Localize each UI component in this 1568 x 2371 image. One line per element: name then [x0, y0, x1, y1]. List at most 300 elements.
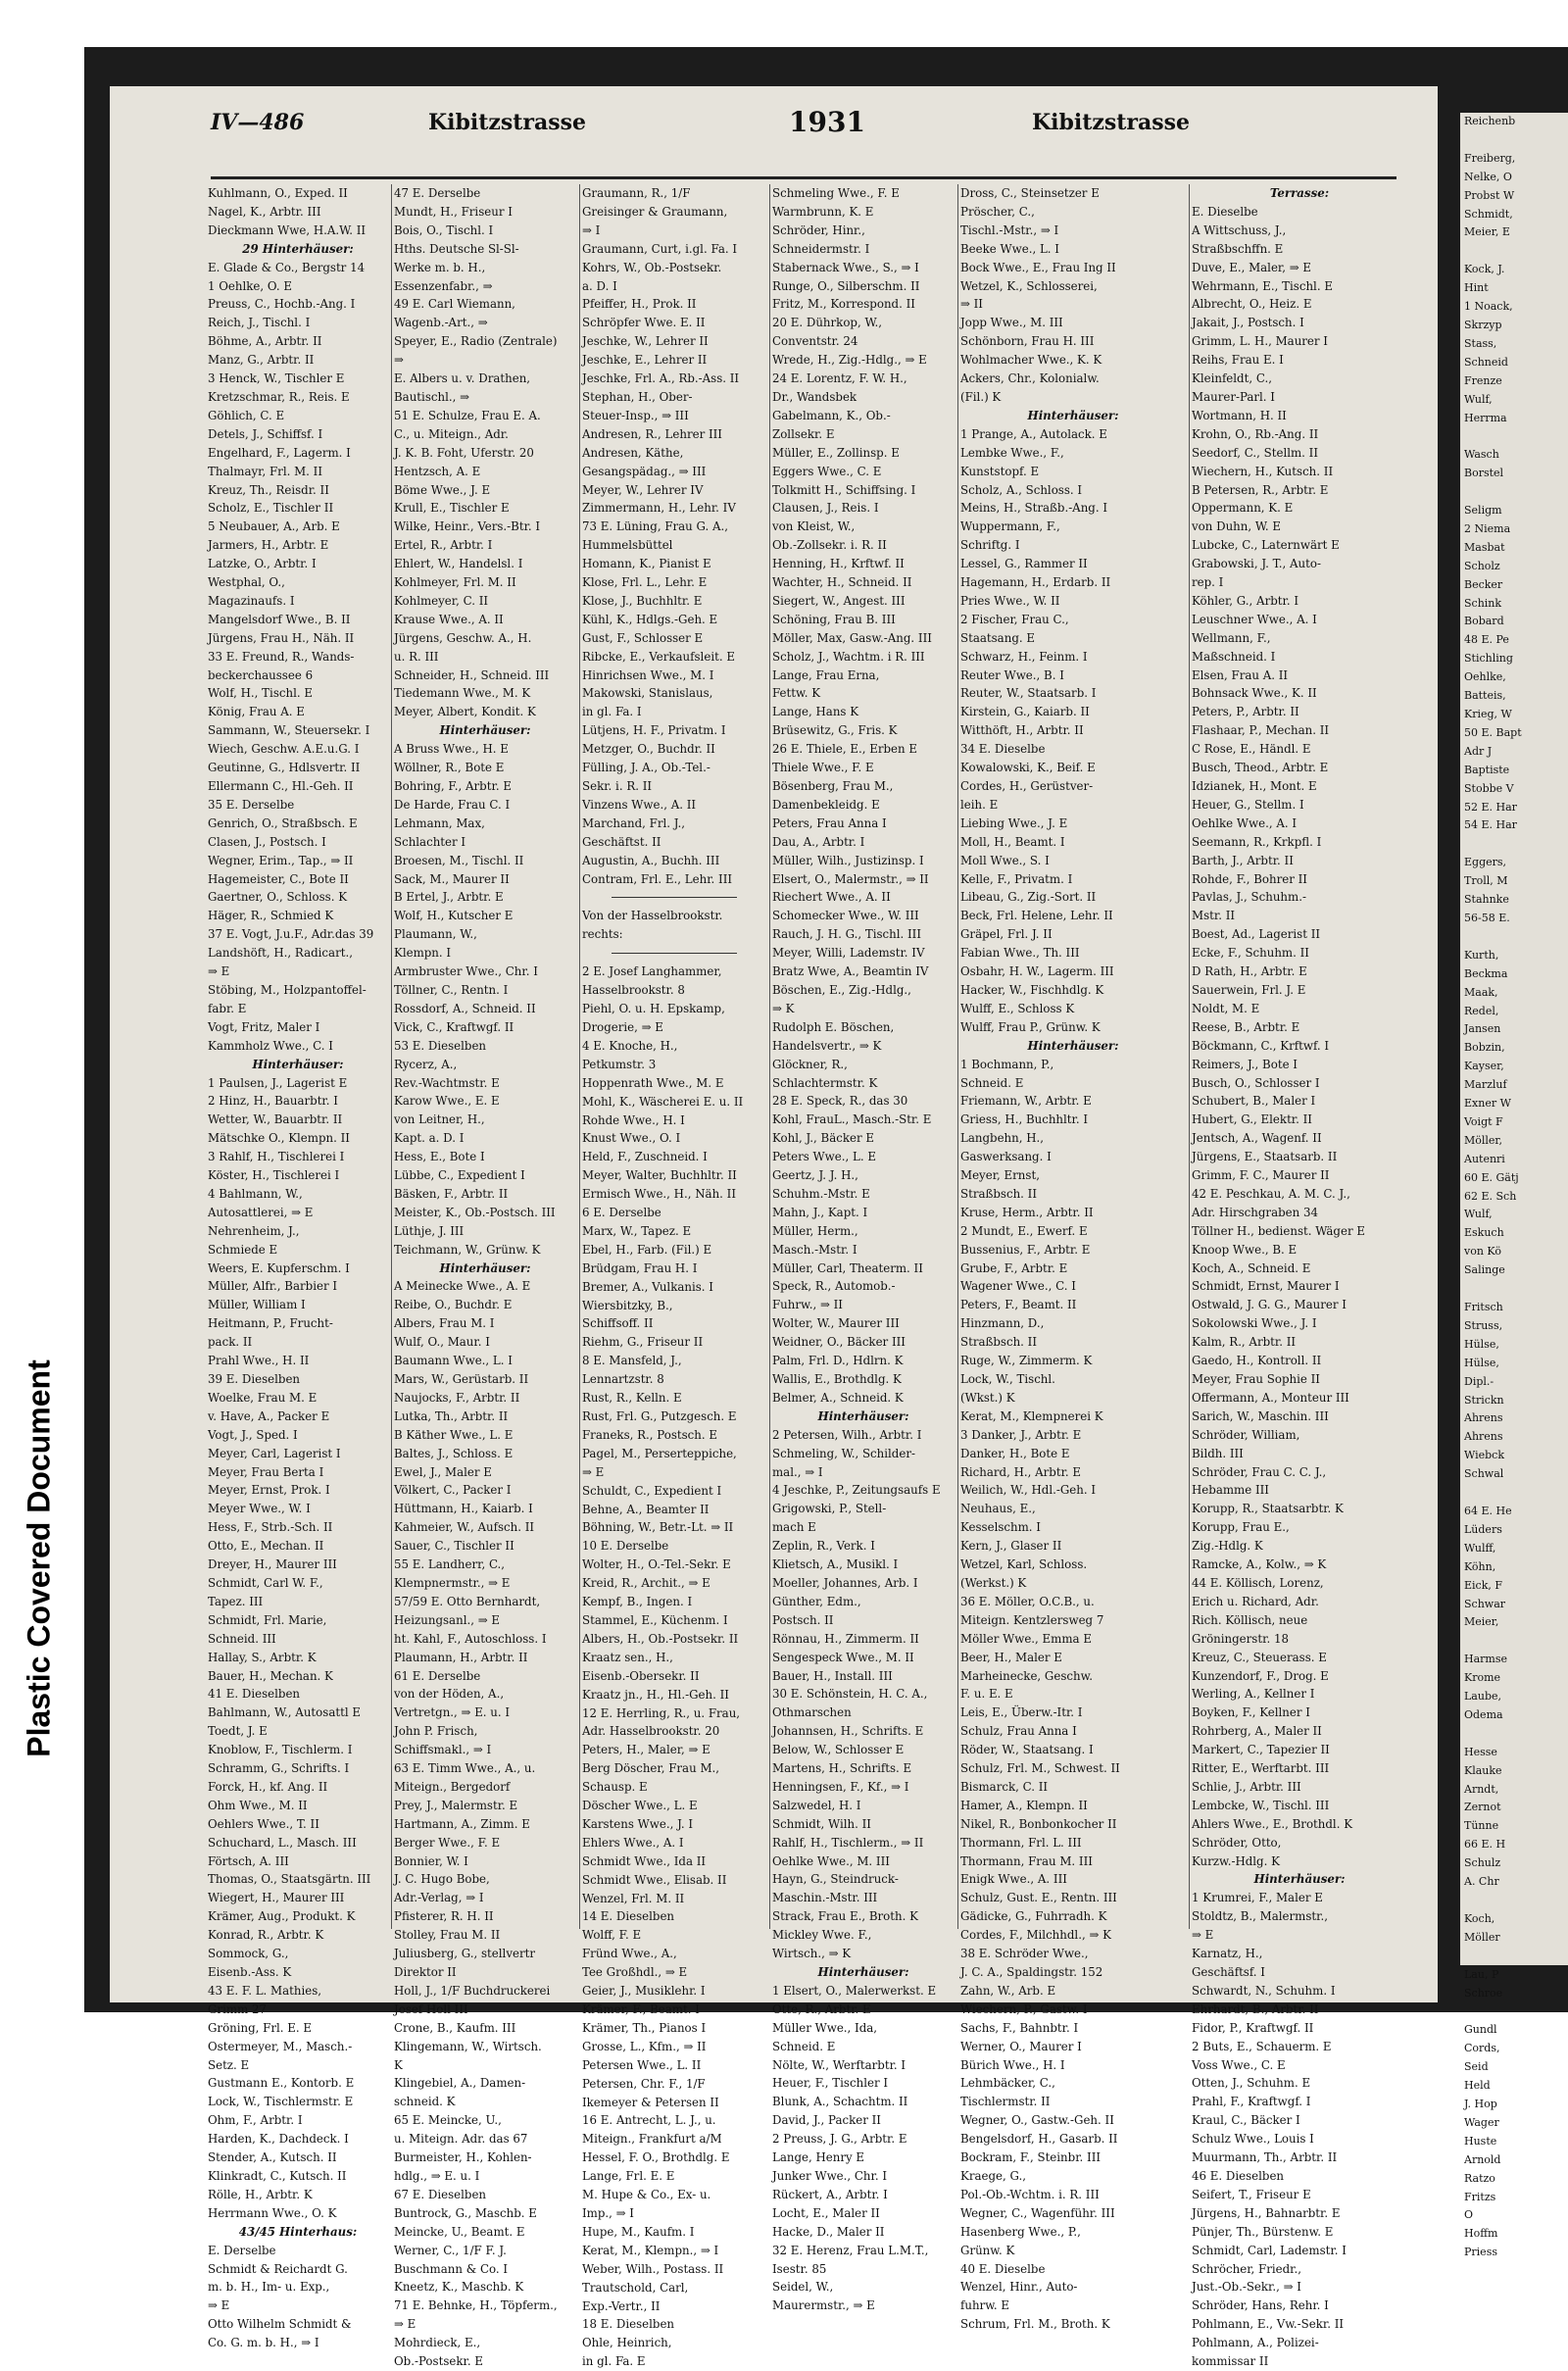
directory-entry: 28 E. Speck, R., das 30: [772, 1094, 908, 1109]
directory-entry: Klingebiel, A., Damen-: [394, 2076, 526, 2091]
directory-entry: von Leitner, H.,: [394, 1112, 485, 1127]
next-page-line: 2 Niema: [1464, 521, 1511, 535]
directory-entry: Vogt, Fritz, Maler I: [208, 1019, 320, 1034]
directory-entry: Homann, K., Pianist E: [582, 557, 711, 571]
directory-entry: ⇒ II: [960, 297, 983, 312]
next-page-line: 50 E. Bapt: [1464, 725, 1522, 739]
directory-entry: 3 Rahlf, H., Tischlerei I: [208, 1150, 345, 1164]
directory-entry: Mätschke O., Klempn. II: [208, 1131, 350, 1146]
directory-entry: Klempnermstr., ⇒ E: [394, 1575, 511, 1590]
directory-entry: Kohrs, W., Ob.-Postsekr.: [582, 260, 722, 274]
directory-entry: Conventstr. 24: [772, 334, 858, 349]
directory-entry: Meins, H., Straßb.-Ang. I: [960, 501, 1108, 516]
section-heading: Hinterhäuser:: [817, 1965, 909, 1979]
directory-entry: Rölle, H., Arbtr. K: [208, 2187, 313, 2201]
page-number: IV—486: [211, 110, 305, 135]
directory-entry: Wetzel, K., Schlosserei,: [960, 278, 1098, 293]
directory-entry: Staatsang. E: [960, 630, 1035, 645]
next-page-line: Batteis,: [1464, 689, 1506, 703]
directory-entry: Geutinne, G., Hdlsvertr. II: [208, 761, 361, 775]
next-page-line: [1460, 483, 1568, 502]
directory-entry: Schwarz, H., Feinm. I: [960, 649, 1088, 664]
directory-entry: pack. II: [208, 1335, 253, 1350]
directory-entry: Bremer, A., Vulkanis. I: [582, 1279, 713, 1294]
directory-entry: B Käther Wwe., L. E: [394, 1427, 514, 1442]
directory-entry: Lessel, G., Rammer II: [960, 557, 1088, 571]
next-page-line: 54 E. Har: [1464, 818, 1517, 832]
directory-entry: Miteign., Bergedorf: [394, 1779, 511, 1794]
directory-entry: Hayn, G., Steindruck-: [772, 1872, 899, 1887]
directory-entry: Meincke, U., Beamt. E: [394, 2224, 525, 2239]
directory-entry: Konrad, R., Arbtr. K: [208, 1928, 324, 1943]
page-header: [211, 106, 1396, 169]
directory-entry: Detels, J., Schiffsf. I: [208, 426, 323, 441]
directory-entry: Beer, H., Maler E: [960, 1650, 1062, 1664]
directory-entry: Schröder, Hinr.,: [772, 222, 865, 237]
directory-entry: Müller, E., Zollinsp. E: [772, 445, 900, 460]
directory-entry: 32 E. Herenz, Frau L.M.T.,: [772, 2243, 929, 2257]
next-page-line: Wulf,: [1464, 392, 1493, 406]
directory-entry: Werner, C., 1/F F. J.: [394, 2243, 507, 2257]
directory-entry: Fidor, P., Kraftwgf. II: [1192, 2020, 1314, 2035]
next-page-line: Voigt F: [1464, 1114, 1503, 1128]
directory-entry: Schmidt Wwe., Ida II: [582, 1853, 707, 1868]
directory-entry: Busch, Theod., Arbtr. E: [1192, 761, 1329, 775]
directory-entry: Meyer, Ernst,: [960, 1168, 1040, 1183]
directory-entry: Hagemann, H., Erdarb. II: [960, 575, 1111, 590]
directory-entry: Baltes, J., Schloss. E: [394, 1446, 514, 1460]
directory-entry: ⇒ E: [208, 964, 230, 979]
directory-entry: Lüthje, J. III: [394, 1223, 465, 1238]
directory-entry: Hacker, W., Fischhdlg. K: [960, 982, 1104, 997]
next-page-line: Fritsch: [1464, 1301, 1503, 1313]
directory-entry: Gustmann E., Kontorb. E: [208, 2076, 355, 2091]
directory-entry: Schulz, Frau Anna I: [960, 1724, 1077, 1739]
directory-entry: Heuer, G., Stellm. I: [1192, 797, 1304, 812]
directory-entry: 44 E. Köllisch, Lorenz,: [1192, 1575, 1324, 1590]
directory-entry: König, Frau A. E: [208, 705, 305, 719]
directory-entry: Maßschneid. I: [1192, 649, 1276, 664]
directory-entry: Enigk Wwe., A. III: [960, 1872, 1067, 1887]
directory-entry: Brüdgam, Frau H. I: [582, 1260, 698, 1275]
next-page-line: Herrma: [1464, 411, 1507, 424]
directory-entry: Weers, E. Kupferschm. I: [208, 1260, 350, 1275]
directory-entry: Thomas, O., Staatsgärtn. III: [208, 1872, 371, 1887]
directory-entry: Pröscher, C.,: [960, 204, 1035, 219]
directory-entry: Dau, A., Arbtr. I: [772, 834, 865, 849]
directory-entry: Runge, O., Silberschm. II: [772, 278, 920, 293]
directory-entry: Rohrberg, A., Maler II: [1192, 1724, 1322, 1739]
directory-entry: 1 Elsert, O., Malerwerkst. E: [772, 1983, 937, 1998]
directory-entry: Miteign. Kentzlersweg 7: [960, 1612, 1104, 1627]
next-page-line: Stobbe V: [1464, 781, 1514, 795]
directory-entry: Kraatz jn., H., Hl.-Geh. II: [582, 1687, 729, 1702]
next-page-line: Kock, J.: [1464, 263, 1505, 276]
next-page-line: [1460, 427, 1568, 446]
directory-entry: Tee Großhdl., ⇒ E: [582, 1965, 688, 1980]
directory-entry: Hess, F., Strb.-Sch. II: [208, 1520, 333, 1535]
directory-entry: Wenzel, Frl. M. II: [582, 1891, 685, 1905]
directory-entry: Kirstein, G., Kaiarb. II: [960, 705, 1090, 719]
directory-entry: Rycerz, A.,: [394, 1057, 458, 1071]
next-page-line: [1460, 1892, 1568, 1910]
directory-entry: Thiele Wwe., F. E: [772, 761, 874, 775]
directory-entry: Ostwald, J. G. G., Maurer I: [1192, 1298, 1347, 1312]
directory-entry: Meyer, Willi, Lademstr. IV: [772, 946, 925, 961]
directory-entry: Kempf, B., Ingen. I: [582, 1595, 693, 1609]
next-page-line: Troll, M: [1464, 874, 1508, 888]
directory-entry: Buntrock, G., Maschb. E: [394, 2205, 537, 2220]
directory-entry: Glöckner, R.,: [772, 1057, 848, 1071]
directory-entry: M. Hupe & Co., Ex- u.: [582, 2188, 711, 2202]
directory-entry: Ikemeyer & Petersen II: [582, 2095, 719, 2109]
directory-entry: Contram, Frl. E., Lehr. III: [582, 871, 733, 886]
directory-entry: Kuhlmann, O., Exped. II: [208, 186, 348, 200]
directory-entry: Wöllner, R., Bote E: [394, 761, 505, 775]
directory-entry: Hinzmann, D.,: [960, 1316, 1045, 1331]
directory-entry: Schmidt, Frl. Marie,: [208, 1612, 327, 1627]
directory-entry: Kraatz sen., H.,: [582, 1650, 673, 1664]
directory-entry: (Werkst.) K: [960, 1575, 1027, 1590]
directory-entry: Stoldtz, B., Malermstr.,: [1192, 1909, 1328, 1924]
next-page-line: Hülse,: [1464, 1337, 1499, 1351]
directory-entry: Exp.-Vertr., II: [582, 2298, 661, 2313]
next-page-line: Schulz: [1464, 1856, 1501, 1870]
next-page-line: [1460, 1280, 1568, 1299]
directory-entry: Otto Wilhelm Schmidt &: [208, 2317, 352, 2332]
directory-entry: Wulf, O., Maur. I: [394, 1335, 490, 1350]
directory-entry: Mstr. II: [1192, 909, 1236, 923]
directory-entry: Oppermann, K. E: [1192, 501, 1294, 516]
next-page-line: Wulff,: [1464, 1541, 1496, 1555]
directory-entry: 49 E. Carl Wiemann,: [394, 297, 515, 312]
next-page-line: [1460, 835, 1568, 854]
next-page-line: Zernot: [1464, 1801, 1501, 1814]
directory-entry: C Rose, E., Händl. E: [1192, 742, 1311, 757]
directory-entry: Warmbrunn, K. E: [772, 204, 874, 219]
header-rule: [211, 176, 1396, 179]
directory-entry: Kruse, Herm., Arbtr. II: [960, 1205, 1094, 1219]
directory-entry: Wirtsch., ⇒ K: [772, 1947, 852, 1961]
directory-entry: Maurer-Parl. I: [1192, 389, 1275, 404]
directory-column-1: [208, 184, 388, 2350]
directory-entry: Hüttmann, H., Kaiarb. I: [394, 1502, 533, 1516]
directory-entry: 2 Buts, E., Schauerm. E: [1192, 2039, 1332, 2053]
directory-entry: F. u. E. E: [960, 1687, 1013, 1702]
section-heading: Hinterhäuser:: [1027, 408, 1119, 422]
directory-entry: Peters, F., Beamt. II: [960, 1298, 1077, 1312]
directory-entry: Heizungsanl., ⇒ E: [394, 1612, 500, 1627]
directory-entry: Kerat, M., Klempnerei K: [960, 1408, 1103, 1423]
directory-entry: Offermann, A., Monteur III: [1192, 1390, 1349, 1405]
directory-entry: 2 Fischer, Frau C.,: [960, 612, 1069, 626]
directory-entry: Lubcke, C., Laternwärt E: [1192, 538, 1340, 553]
directory-entry: Metzger, O., Buchdr. II: [582, 742, 715, 757]
directory-entry: Rossdorf, A., Schneid. II: [394, 1001, 536, 1015]
directory-entry: Döscher Wwe., L. E: [582, 1799, 698, 1813]
directory-entry: Preuss, C., Hochb.-Ang. I: [208, 297, 356, 312]
directory-entry: Weilich, W., Hdl.-Geh. I: [960, 1483, 1096, 1498]
directory-entry: 3 Henck, W., Tischler E: [208, 371, 345, 386]
directory-entry: Kelle, F., Privatm. I: [960, 871, 1073, 886]
directory-entry: Kohl, J., Bäcker E: [772, 1131, 874, 1146]
directory-entry: Koch, A., Schneid. E: [1192, 1260, 1311, 1275]
directory-entry: Werling, A., Kellner I: [1192, 1687, 1315, 1702]
directory-entry: Wulff, E., Schloss K: [960, 1001, 1075, 1015]
directory-entry: Maschin.-Mstr. III: [772, 1891, 878, 1905]
directory-entry: Meyer, Walter, Buchhltr. II: [582, 1168, 737, 1183]
directory-entry: Liebing Wwe., J. E: [960, 815, 1068, 830]
directory-entry: Kammholz Wwe., C. I: [208, 1038, 333, 1053]
directory-entry: Dross, C., Steinsetzer E: [960, 186, 1100, 200]
directory-entry: Hentzsch, A. E: [394, 464, 481, 478]
directory-entry: Lütjens, H. F., Privatm. I: [582, 723, 726, 738]
directory-entry: Handelsvertr., ⇒ K: [772, 1038, 882, 1053]
directory-entry: 65 E. Meincke, U.,: [394, 2113, 502, 2128]
next-page-line: Hesse: [1464, 1745, 1497, 1758]
directory-entry: Korupp, R., Staatsarbtr. K: [1192, 1502, 1344, 1516]
directory-entry: 61 E. Derselbe: [394, 1668, 481, 1683]
directory-entry: Wrede, H., Zig.-Hdlg., ⇒ E: [772, 353, 927, 368]
directory-entry: 57/59 E. Otto Bernhardt,: [394, 1594, 541, 1608]
next-page-line: Odema: [1464, 1707, 1503, 1721]
directory-entry: Masch.-Mstr. I: [772, 1242, 858, 1257]
directory-entry: Forck, H., kf. Ang. II: [208, 1779, 328, 1794]
directory-entry: John P. Frisch,: [394, 1724, 478, 1739]
directory-entry: Wolter, W., Maurer III: [772, 1316, 900, 1331]
directory-entry: Köster, H., Tischlerei I: [208, 1168, 340, 1183]
directory-entry: Seifert, T., Friseur E: [1192, 2187, 1311, 2201]
directory-entry: Siegert, W., Angest. III: [772, 593, 906, 608]
directory-entry: Rust, Frl. G., Putzgesch. E: [582, 1409, 737, 1423]
directory-entry: Hagemeister, C., Bote II: [208, 871, 349, 886]
next-page-line: Lüders: [1464, 1522, 1502, 1536]
directory-entry: Autosattlerei, ⇒ E: [208, 1205, 314, 1219]
directory-entry: Jentsch, A., Wagenf. II: [1192, 1131, 1322, 1146]
directory-entry: Gabelmann, K., Ob.-: [772, 408, 891, 422]
directory-entry: Zahn, W., Arb. E: [960, 1983, 1056, 1998]
directory-entry: Riehm, G., Friseur II: [582, 1335, 704, 1350]
directory-entry: Elsen, Frau A. II: [1192, 667, 1289, 682]
directory-entry: Schulz, Frl. M., Schwest. II: [960, 1761, 1120, 1776]
directory-entry: Schneidermstr. I: [772, 241, 870, 256]
next-page-line: Eick, F: [1464, 1578, 1502, 1592]
directory-entry: Hoppenrath Wwe., M. E: [582, 1075, 724, 1090]
column-divider: [1189, 184, 1190, 1929]
directory-entry: Jakait, J., Postsch. I: [1192, 316, 1304, 330]
directory-entry: Schuhm.-Mstr. E: [772, 1186, 870, 1201]
directory-entry: Baumann Wwe., L. I: [394, 1354, 513, 1368]
next-page-line: von Kö: [1464, 1245, 1501, 1259]
directory-entry: Harden, K., Dachdeck. I: [208, 2132, 349, 2147]
directory-entry: Thormann, Frl. L. III: [960, 1835, 1082, 1850]
directory-entry: E. Albers u. v. Drathen,: [394, 371, 531, 386]
next-page-line: Krieg, W: [1464, 708, 1512, 720]
next-page-line: Strickn: [1464, 1393, 1504, 1407]
section-heading: Hinterhäuser:: [1027, 1038, 1119, 1053]
directory-entry: C., u. Miteign., Adr.: [394, 426, 509, 441]
directory-entry: Wallis, E., Brothdlg. K: [772, 1372, 902, 1386]
directory-entry: Weidner, O., Bäcker III: [772, 1335, 906, 1350]
directory-entry: Schiffsoff. II: [582, 1316, 654, 1331]
directory-entry: ⇒ E: [582, 1464, 605, 1479]
directory-entry: Schlachter I: [394, 834, 466, 849]
section-heading: Hinterhäuser:: [817, 1408, 909, 1423]
directory-entry: Stolley, Frau M. II: [394, 1928, 501, 1943]
directory-entry: Vertretgn., ⇒ E. u. I: [394, 1705, 511, 1720]
directory-entry: Sekr. i. R. II: [582, 779, 653, 793]
next-page-line: 64 E. He: [1464, 1504, 1512, 1517]
directory-entry: Crone, B., Kaufm. III: [394, 2020, 516, 2035]
directory-entry: Grigowski, P., Stell-: [772, 1502, 887, 1516]
directory-entry: Geertz, J. J. H.,: [772, 1168, 858, 1183]
directory-entry: Schausp. E: [582, 1780, 648, 1795]
directory-entry: Werner, O., Maurer I: [960, 2039, 1082, 2053]
directory-entry: Meyer, Frau Berta I: [208, 1464, 324, 1479]
directory-entry: Libeau, G., Zig.-Sort. II: [960, 890, 1097, 905]
directory-entry: in gl. Fa. I: [582, 705, 642, 719]
directory-entry: Rev.-Wachtmstr. E: [394, 1075, 500, 1090]
directory-entry: Karnatz, H.,: [1192, 1947, 1263, 1961]
directory-entry: Witthöft, H., Arbtr. II: [960, 723, 1084, 738]
directory-entry: Postsch. II: [772, 1612, 834, 1627]
directory-entry: Seidel, W.,: [772, 2280, 834, 2295]
directory-entry: u. R. III: [394, 649, 439, 664]
directory-entry: Schöning, Frau B. III: [772, 612, 896, 626]
directory-entry: Schriftg. I: [960, 538, 1020, 553]
next-page-line: Stahnke: [1464, 893, 1509, 907]
next-page-line: Harmse: [1464, 1653, 1507, 1666]
directory-entry: Rohde, F., Bohrer II: [1192, 871, 1307, 886]
directory-entry: Krämer, F., Beamt. I: [582, 2002, 700, 2016]
directory-entry: Grünw. K: [960, 2243, 1015, 2257]
directory-entry: Neuhaus, E.,: [960, 1502, 1036, 1516]
directory-entry: Teichmann, W., Grünw. K: [394, 1242, 541, 1257]
directory-entry: Ehrhardt, B., Arbtr. II: [1192, 2001, 1319, 2016]
directory-entry: 10 E. Derselbe: [582, 1539, 669, 1554]
directory-entry: Wellmann, F.,: [1192, 630, 1271, 645]
directory-entry: Stephan, H., Ober-: [582, 389, 693, 404]
directory-entry: Broesen, M., Tischl. II: [394, 853, 524, 867]
directory-entry: Trautschold, Carl,: [582, 2280, 689, 2295]
directory-entry: Armbruster Wwe., Chr. I: [394, 964, 538, 979]
directory-entry: Oehlers Wwe., T. II: [208, 1816, 319, 1831]
directory-entry: Förtsch, A. III: [208, 1853, 289, 1868]
next-page-line: Kurth,: [1464, 948, 1499, 962]
directory-entry: Burmeister, H., Kohlen-: [394, 2150, 532, 2165]
next-page-line: Autenri: [1464, 1152, 1505, 1165]
directory-entry: Schrum, Frl. M., Broth. K: [960, 2317, 1110, 2332]
directory-entry: Hessel, F. O., Brothdlg. E: [582, 2150, 730, 2165]
directory-entry: Dr., Wandsbek: [772, 389, 858, 404]
directory-entry: 2 Mundt, E., Ewerf. E: [960, 1223, 1088, 1238]
directory-entry: Naujocks, F., Arbtr. II: [394, 1390, 520, 1405]
directory-entry: Ehlers Wwe., A. I: [582, 1835, 684, 1850]
directory-entry: Wagener Wwe., C. I: [960, 1279, 1076, 1294]
directory-entry: Gust, F., Schlosser E: [582, 630, 704, 645]
next-page-line: Hoffm: [1464, 2227, 1498, 2241]
separator-rule: [612, 888, 737, 898]
column-divider: [769, 184, 770, 1929]
directory-entry: Schlachtermstr. K: [772, 1075, 878, 1090]
directory-entry: m. b. H., Im- u. Exp.,: [208, 2280, 330, 2295]
directory-entry: Völkert, C., Packer I: [394, 1483, 512, 1498]
directory-entry: Bürich Wwe., H. I: [960, 2057, 1065, 2072]
directory-entry: Fabian Wwe., Th. III: [960, 946, 1080, 961]
directory-entry: Hasenberg Wwe., P.,: [960, 2224, 1081, 2239]
directory-entry: Sack, M., Maurer II: [394, 871, 510, 886]
directory-entry: Wuppermann, F.,: [960, 519, 1060, 534]
directory-entry: Riechert Wwe., A. II: [772, 890, 891, 905]
directory-entry: Rohde Wwe., H. I: [582, 1112, 685, 1127]
directory-entry: Sarich, W., Maschin. III: [1192, 1408, 1329, 1423]
directory-entry: Gesangspädag., ⇒ III: [582, 464, 707, 478]
directory-entry: Sengespeck Wwe., M. II: [772, 1650, 914, 1664]
directory-entry: Bohring, F., Arbtr. E: [394, 779, 512, 793]
directory-entry: 2 Petersen, Wilh., Arbtr. I: [772, 1427, 922, 1442]
directory-entry: Schröder, William,: [1192, 1427, 1300, 1442]
directory-entry: Gröning, Frl. E. E: [208, 2020, 313, 2035]
directory-entry: Wolf, H., Kutscher E: [394, 909, 514, 923]
directory-entry: Vick, C., Kraftwgf. II: [394, 1019, 514, 1034]
directory-entry: Scholz, E., Tischler II: [208, 501, 334, 516]
directory-entry: Drogerie, ⇒ E: [582, 1019, 663, 1034]
directory-entry: 16 E. Antrecht, L. J., u.: [582, 2113, 716, 2128]
directory-entry: Lehmbäcker, C.,: [960, 2076, 1055, 2091]
directory-entry: Fülling, J. A., Ob.-Tel.-: [582, 761, 710, 775]
directory-entry: Graumann, R., 1/F: [582, 186, 691, 200]
directory-entry: Wiechern, H., Kutsch. II: [1192, 464, 1334, 478]
directory-entry: Wetter, W., Bauarbtr. II: [208, 1112, 343, 1127]
directory-entry: Speyer, E., Radio (Zentrale): [394, 334, 558, 349]
directory-entry: Essenzenfabr., ⇒: [394, 278, 493, 293]
directory-entry: Ribcke, E., Verkaufsleit. E: [582, 649, 735, 664]
directory-entry: Steuer-Insp., ⇒ III: [582, 408, 689, 422]
directory-entry: Grimm, L. H., Maurer I: [1192, 334, 1328, 349]
next-page-line: Huste: [1464, 2134, 1497, 2148]
directory-entry: 39 E. Dieselben: [208, 1372, 301, 1386]
directory-entry: 40 E. Dieselbe: [960, 2261, 1046, 2276]
directory-column-2: [394, 184, 576, 2369]
directory-entry: Pohlmann, A., Polizei-: [1192, 2336, 1319, 2350]
year-heading: 1931: [789, 106, 865, 138]
directory-entry: Kerat, M., Klempn., ⇒ I: [582, 2243, 719, 2257]
directory-entry: Müller, Alfr., Barbier I: [208, 1279, 337, 1294]
next-page-line: Kayser,: [1464, 1060, 1504, 1073]
directory-entry: Nehrenheim, J.,: [208, 1223, 300, 1238]
directory-entry: Zeplin, R., Verk. I: [772, 1539, 875, 1554]
directory-entry: Ellermann C., Hl.-Geh. II: [208, 779, 354, 793]
column-divider: [957, 184, 958, 1929]
directory-entry: Meyer, Carl, Lagerist I: [208, 1446, 341, 1460]
directory-entry: Jürgens, H., Bahnarbtr. E: [1192, 2205, 1341, 2220]
directory-entry: Bockram, F., Steinbr. III: [960, 2150, 1102, 2165]
directory-entry: Wilke, Heinr., Vers.-Btr. I: [394, 519, 541, 534]
section-heading: Hinterhäuser:: [439, 1260, 531, 1275]
directory-entry: Herrmann Wwe., O. K: [208, 2205, 337, 2220]
directory-entry: Thormann, Frau M. III: [960, 1853, 1093, 1868]
directory-entry: Kesselschm. I: [960, 1520, 1041, 1535]
directory-entry: Wolter, H., O.-Tel.-Sekr. E: [582, 1557, 731, 1572]
directory-entry: Fritz, M., Korrespond. II: [772, 297, 915, 312]
next-page-line: Masbat: [1464, 540, 1505, 554]
directory-entry: Sammann, W., Steuersekr. I: [208, 723, 370, 738]
next-page-line: Krome: [1464, 1671, 1501, 1685]
directory-entry: Schmeling, W., Schilder-: [772, 1446, 915, 1460]
directory-entry: Reese, B., Arbtr. E: [1192, 1019, 1300, 1034]
directory-entry: Schuchard, L., Masch. III: [208, 1835, 357, 1850]
directory-entry: Mohrdieck, E.,: [394, 2336, 481, 2350]
